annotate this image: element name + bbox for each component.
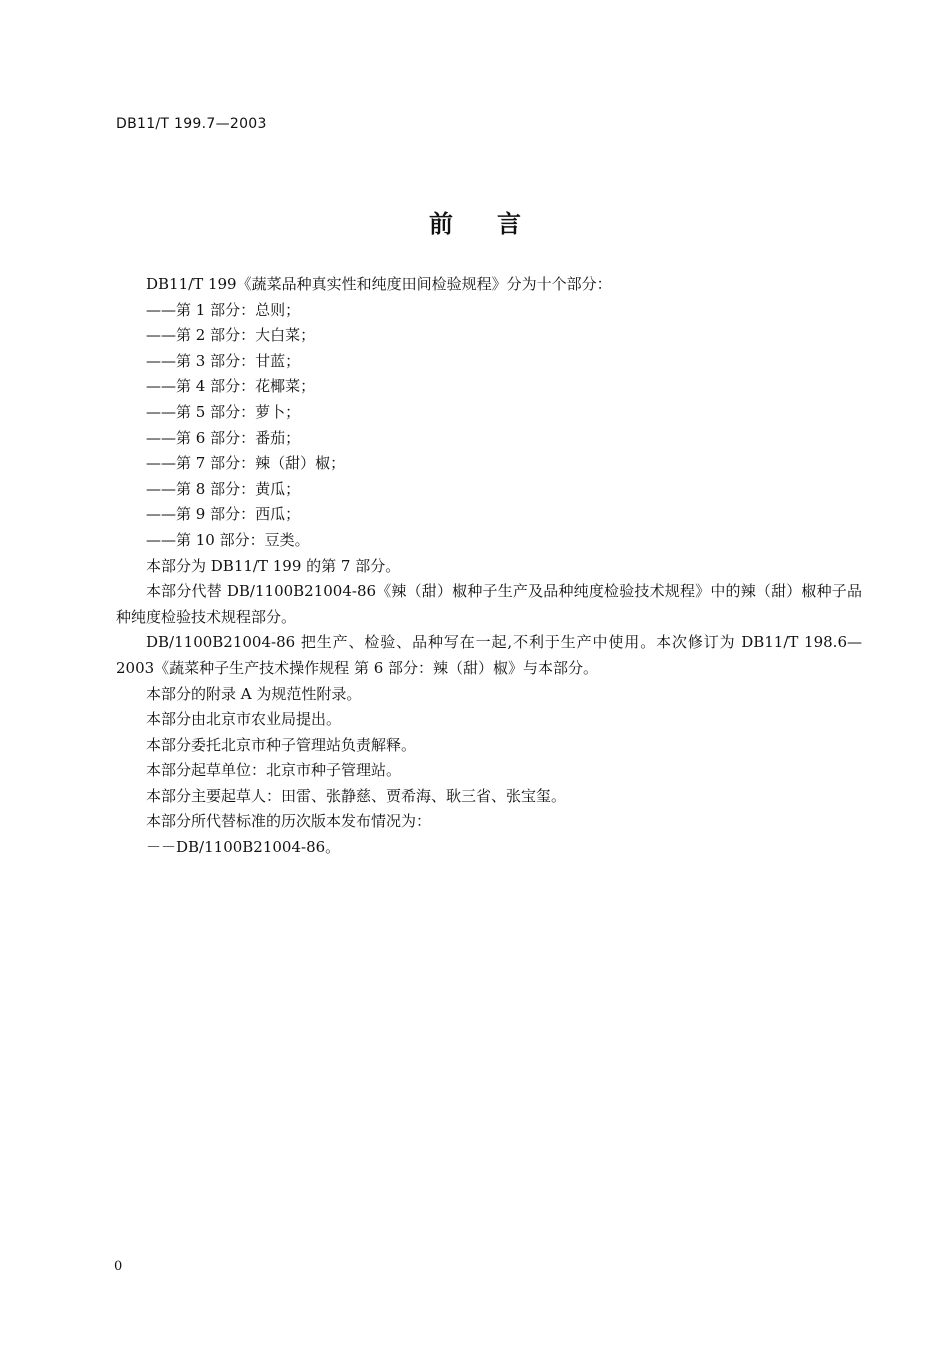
- part-list-item: ——第 10 部分：豆类。: [146, 530, 310, 549]
- part-list-item: ——第 8 部分：黄瓜；: [146, 479, 301, 498]
- part-list-item: ——第 6 部分：番茄；: [146, 428, 301, 447]
- preface-body: [116, 272, 862, 861]
- page-title: [0, 204, 950, 239]
- part-list-item: ——第 3 部分：甘蓝；: [146, 351, 301, 370]
- title-char-2: 言: [497, 210, 521, 238]
- part-list-item: ——第 7 部分：辣（甜）椒；: [146, 454, 346, 473]
- page-number: 0: [114, 1259, 123, 1274]
- history-paragraph: 本部分所代替标准的历次版本发布情况为：: [146, 812, 432, 831]
- interpret-paragraph: 本部分委托北京市种子管理站负责解释。: [146, 735, 417, 754]
- revision-paragraph: DB/1100B21004-86 把生产、检验、品种写在一起,不利于生产中使用。本次修订为 DB11/T 198.6—2003《蔬菜种子生产技术操作规程 第 6 部分：辣（甜）椒》与本部分。: [116, 633, 862, 677]
- intro-paragraph: DB11/T 199《蔬菜品种真实性和纯度田间检验规程》分为十个部分：: [146, 275, 612, 293]
- part-list-item: ——第 5 部分：萝卜；: [146, 402, 301, 421]
- replace-paragraph: 本部分代替 DB/1100B21004-86《辣（甜）椒种子生产及品种纯度检验技术规程》中的辣（甜）椒种子品种纯度检验技术规程部分。: [116, 582, 862, 626]
- standard-code: DB11/T 199.7—2003: [116, 116, 267, 132]
- part-list-item: ——第 9 部分：西瓜；: [146, 505, 301, 524]
- drafters-paragraph: 本部分主要起草人：田雷、张静慈、贾希海、耿三省、张宝玺。: [146, 786, 567, 805]
- title-char-1: 前: [429, 210, 453, 238]
- history-item: －－DB/1100B21004-86。: [146, 838, 341, 857]
- part-list-item: ——第 1 部分：总则；: [146, 300, 301, 319]
- drafting-unit-paragraph: 本部分起草单位：北京市种子管理站。: [146, 761, 402, 780]
- part-list-item: ——第 2 部分：大白菜；: [146, 326, 316, 345]
- part-list-item: ——第 4 部分：花椰菜；: [146, 377, 316, 396]
- annex-paragraph: 本部分的附录 A 为规范性附录。: [146, 684, 362, 703]
- proposed-paragraph: 本部分由北京市农业局提出。: [146, 710, 342, 729]
- part7-paragraph: 本部分为 DB11/T 199 的第 7 部分。: [146, 556, 401, 575]
